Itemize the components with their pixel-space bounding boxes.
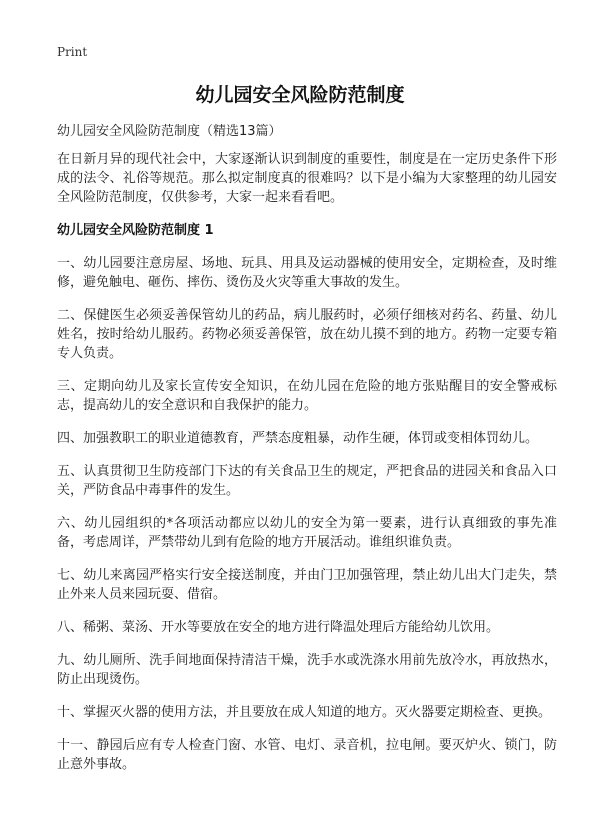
rule-item-10: 十、掌握灭火器的使用方法，并且要放在成人知道的地方。灭火器要定期检查、更换。 bbox=[57, 705, 552, 720]
rule-item-8: 八、稀粥、菜汤、开水等要放在安全的地方进行降温处理后方能给幼儿饮用。 bbox=[57, 620, 500, 635]
rule-item-6: 六、幼儿园组织的*各项活动都应以幼儿的安全为第一要素，进行认真细致的事先准备，考虑周详，严禁带幼儿到有危险的地方开展活动。谁组织谁负责。 bbox=[57, 516, 557, 550]
rule-item-7: 七、幼儿来离园严格实行安全接送制度，并由门卫加强管理，禁止幼儿出大门走失，禁止外来人员来园玩耍、借宿。 bbox=[57, 568, 557, 602]
rule-item-11: 十一、静园后应有专人检查门窗、水管、电灯、录音机，拉电闸。要灭炉火、锁门，防止意外事故。 bbox=[57, 738, 557, 772]
print-link[interactable]: Print bbox=[57, 45, 88, 59]
rule-item-1: 一、幼儿园要注意房屋、场地、玩具、用具及运动器械的使用安全，定期检查，及时维修，避免触电、砸伤、摔伤、烫伤及火灾等重大事故的发生。 bbox=[57, 256, 557, 290]
rule-item-9: 九、幼儿厕所、洗手间地面保持清洁干燥，洗手水或洗涤水用前先放冷水，再放热水，防止出现烫伤。 bbox=[57, 653, 557, 687]
rule-item-2: 二、保健医生必须妥善保管幼儿的药品，病儿服药时，必须仔细核对药名、药量、幼儿姓名，按时给幼儿服药。药物必须妥善保管，放在幼儿摸不到的地方。药物一定要专箱专人负责。 bbox=[57, 308, 557, 361]
page-title: 幼儿园安全风险防范制度 bbox=[195, 84, 405, 106]
rule-item-3: 三、定期向幼儿及家长宣传安全知识，在幼儿园在危险的地方张贴醒目的安全警戒标志，提高幼儿的安全意识和自我保护的能力。 bbox=[57, 379, 557, 413]
section-heading: 幼儿园安全风险防范制度 1 bbox=[57, 223, 214, 238]
intro-paragraph: 在日新月异的现代社会中，大家逐渐认识到制度的重要性，制度是在一定历史条件下形成的法令、礼俗等规范。那么拟定制度真的很难吗？以下是小编为大家整理的幼儿园安全风险防范制度，仅供参考，大家一起来看看吧。 bbox=[57, 152, 557, 205]
article-body bbox=[57, 150, 557, 788]
rule-item-4: 四、加强教职工的职业道德教育，严禁态度粗暴，动作生硬，体罚或变相体罚幼儿。 bbox=[57, 431, 539, 446]
rule-item-5: 五、认真贯彻卫生防疫部门下达的有关食品卫生的规定，严把食品的进园关和食品入口关，严防食品中毒事件的发生。 bbox=[57, 464, 557, 498]
article-subtitle: 幼儿园安全风险防范制度（精选13篇） bbox=[57, 124, 282, 139]
